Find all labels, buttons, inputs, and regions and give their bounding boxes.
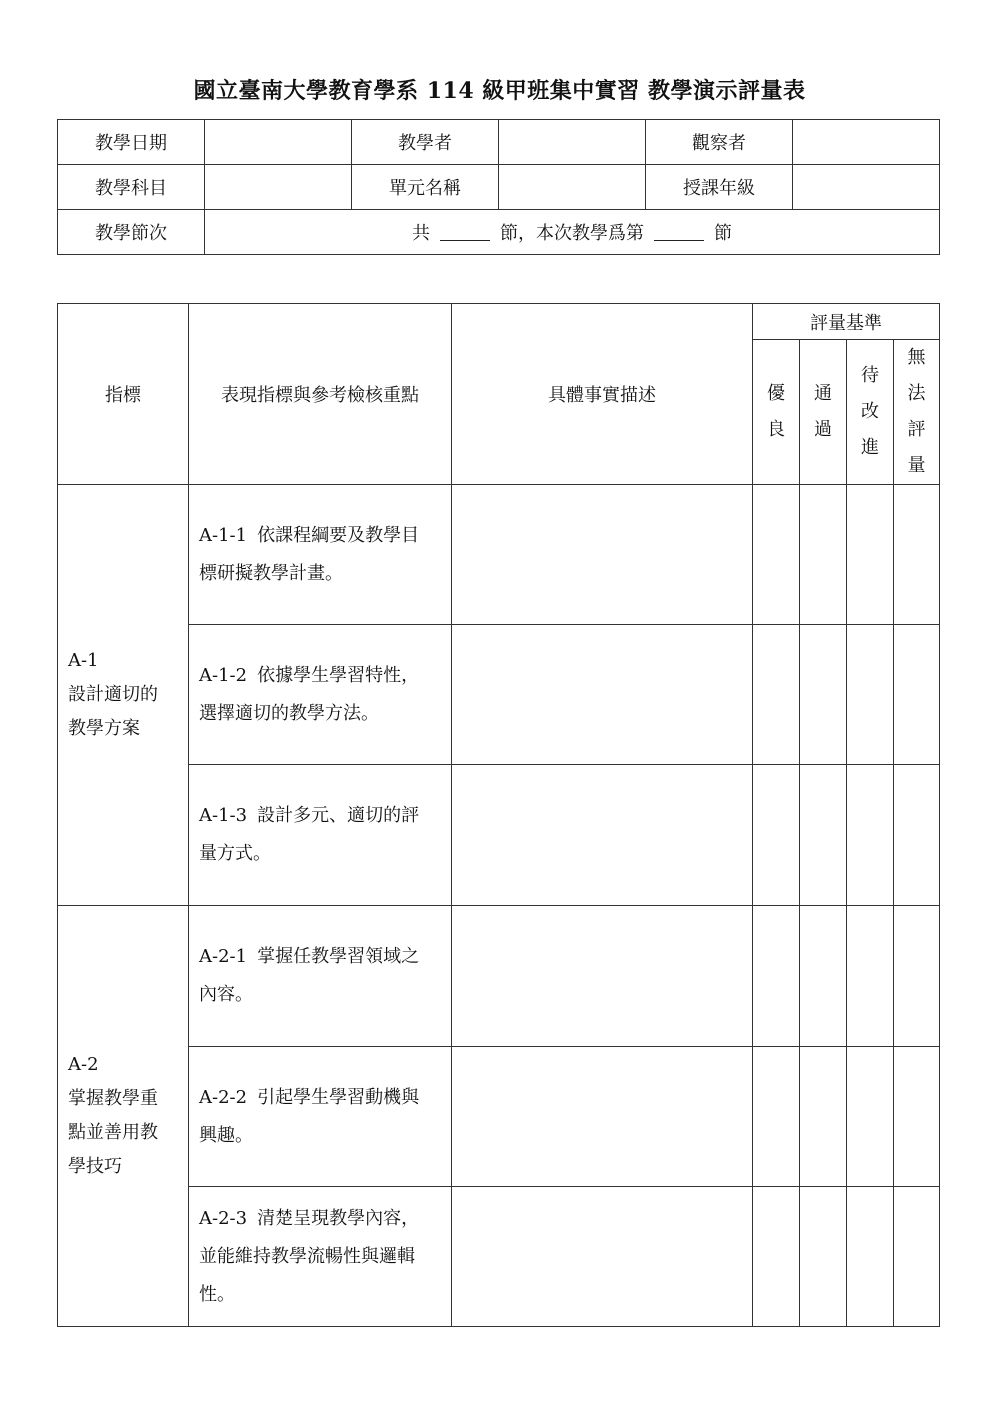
- rating-excellent-cell[interactable]: [753, 1187, 800, 1327]
- table-row: [58, 906, 940, 1047]
- rating-pass-cell[interactable]: [800, 1187, 847, 1327]
- item-a1-1: A-1-1 依課程綱要及教學目 標研擬教學計畫。: [189, 485, 452, 625]
- rating-excellent-cell[interactable]: [753, 625, 800, 765]
- total-sessions-blank[interactable]: [440, 224, 490, 241]
- rating-improve-header: 待 改 進: [847, 340, 894, 485]
- rating-pass-cell[interactable]: [800, 485, 847, 625]
- table-row: [58, 625, 940, 765]
- info-row-1: [58, 120, 940, 165]
- rating-excellent-cell[interactable]: [753, 765, 800, 906]
- facts-cell-a2-1[interactable]: [452, 906, 753, 1047]
- item-a2-3: A-2-3 清楚呈現教學內容， 並能維持教學流暢性與邏輯 性。: [189, 1187, 452, 1327]
- table-row: [58, 1187, 940, 1327]
- rating-improve-cell[interactable]: [847, 765, 894, 906]
- teacher-label: 教學者: [352, 120, 499, 165]
- performance-header: 表現指標與參考檢核重點: [189, 304, 452, 485]
- info-row-2: [58, 165, 940, 210]
- teaching-date-label: 教學日期: [58, 120, 205, 165]
- rating-na-cell[interactable]: [894, 1187, 940, 1327]
- grade-label: 授課年級: [646, 165, 793, 210]
- teaching-date-field[interactable]: [205, 120, 352, 165]
- teacher-field[interactable]: [499, 120, 646, 165]
- item-a1-3: A-1-3 設計多元、適切的評 量方式。: [189, 765, 452, 906]
- facts-cell-a1-2[interactable]: [452, 625, 753, 765]
- rating-pass-header: 通 過: [800, 340, 847, 485]
- item-a2-2: A-2-2 引起學生學習動機與 興趣。: [189, 1047, 452, 1187]
- session-field: [205, 210, 940, 255]
- table-row: [58, 485, 940, 625]
- current-session-blank[interactable]: [654, 224, 704, 241]
- indicator-a2: A-2 掌握教學重 點並善用教 學技巧: [58, 906, 189, 1327]
- rubric-header-row-1: [58, 304, 940, 340]
- facts-cell-a1-1[interactable]: [452, 485, 753, 625]
- subject-label: 教學科目: [58, 165, 205, 210]
- observer-label: 觀察者: [646, 120, 793, 165]
- session-end-text: 節: [714, 223, 732, 244]
- item-a1-2: A-1-2 依據學生學習特性， 選擇適切的教學方法。: [189, 625, 452, 765]
- info-table: [57, 119, 940, 255]
- rating-pass-cell[interactable]: [800, 1047, 847, 1187]
- rating-excellent-cell[interactable]: [753, 1047, 800, 1187]
- info-row-3: [58, 210, 940, 255]
- rating-excellent-cell[interactable]: [753, 906, 800, 1047]
- facts-cell-a1-3[interactable]: [452, 765, 753, 906]
- rating-pass-cell[interactable]: [800, 625, 847, 765]
- rating-excellent-cell[interactable]: [753, 485, 800, 625]
- rating-improve-cell[interactable]: [847, 625, 894, 765]
- grade-field[interactable]: [793, 165, 940, 210]
- rubric-table: [57, 303, 940, 1327]
- subject-field[interactable]: [205, 165, 352, 210]
- rating-excellent-header: 優 良: [753, 340, 800, 485]
- rating-improve-cell[interactable]: [847, 1047, 894, 1187]
- rating-improve-cell[interactable]: [847, 906, 894, 1047]
- session-label: 教學節次: [58, 210, 205, 255]
- table-row: [58, 765, 940, 906]
- rating-pass-cell[interactable]: [800, 765, 847, 906]
- rating-na-cell[interactable]: [894, 625, 940, 765]
- rating-improve-cell[interactable]: [847, 1187, 894, 1327]
- rating-na-cell[interactable]: [894, 906, 940, 1047]
- rating-na-cell[interactable]: [894, 485, 940, 625]
- session-total-text: 共: [412, 223, 430, 244]
- criteria-header: 評量基準: [753, 304, 940, 340]
- unit-name-field[interactable]: [499, 165, 646, 210]
- rating-na-cell[interactable]: [894, 1047, 940, 1187]
- item-a2-1: A-2-1 掌握任教學習領域之 內容。: [189, 906, 452, 1047]
- table-row: [58, 1047, 940, 1187]
- rating-improve-cell[interactable]: [847, 485, 894, 625]
- page-title: 國立臺南大學教育學系 114 級甲班集中實習 教學演示評量表: [193, 78, 806, 104]
- unit-name-label: 單元名稱: [352, 165, 499, 210]
- facts-header: 具體事實描述: [452, 304, 753, 485]
- observer-field[interactable]: [793, 120, 940, 165]
- facts-cell-a2-2[interactable]: [452, 1047, 753, 1187]
- indicator-header: 指標: [58, 304, 189, 485]
- session-mid-text: 節，本次教學爲第: [500, 223, 644, 244]
- rating-pass-cell[interactable]: [800, 906, 847, 1047]
- rating-na-cell[interactable]: [894, 765, 940, 906]
- indicator-a1: A-1 設計適切的 教學方案: [58, 485, 189, 906]
- facts-cell-a2-3[interactable]: [452, 1187, 753, 1327]
- rating-na-header: 無 法 評 量: [894, 340, 940, 485]
